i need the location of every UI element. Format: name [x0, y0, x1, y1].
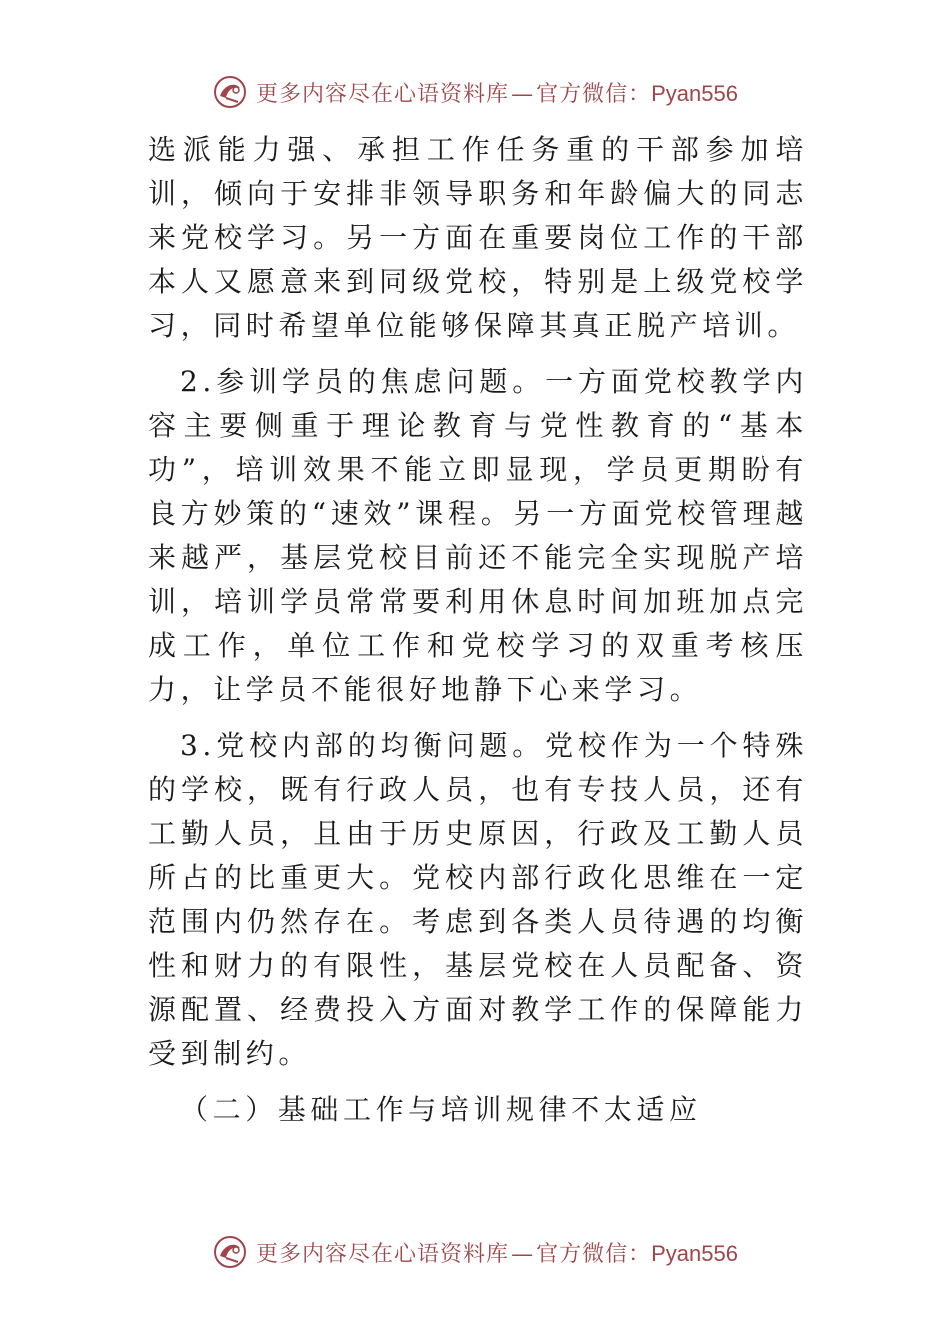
header-banner-text: 更多内容尽在心语资料库—官方微信：Pyan556: [256, 80, 738, 107]
header-banner: [0, 72, 950, 112]
logo-icon: [212, 1234, 248, 1270]
footer-banner-text: 更多内容尽在心语资料库—官方微信：Pyan556: [256, 1240, 738, 1267]
section-heading: （二）基础工作与培训规律不太适应: [180, 1093, 702, 1126]
logo-icon: [212, 74, 248, 110]
paragraph-1: 选派能力强、承担工作任务重的干部参加培训，倾向于安排非领导职务和年龄偏大的同志来党校学习。另一方面在重要岗位工作的干部本人又愿意来到同级党校，特别是上级党校学习，同时希望单位能够保障其真正脱产培训。: [148, 133, 808, 342]
paragraph-2: 2.参训学员的焦虑问题。一方面党校教学内容主要侧重于理论教育与党性教育的“基本功”，培训效果不能立即显现，学员更期盼有良方妙策的“速效”课程。另一方面党校管理越来越严，基层党校目前还不能完全实现脱产培训，培训学员常常要利用休息时间加班加点完成工作，单位工作和党校学习的双重考核压力，让学员不能很好地静下心来学习。: [148, 365, 808, 706]
paragraph-3: 3.党校内部的均衡问题。党校作为一个特殊的学校，既有行政人员，也有专技人员，还有工勤人员，且由于历史原因，行政及工勤人员所占的比重更大。党校内部行政化思维在一定范围内仍然存在。考虑到各类人员待遇的均衡性和财力的有限性，基层党校在人员配备、资源配置、经费投入方面对教学工作的保障能力受到制约。: [148, 729, 808, 1070]
document-body: [148, 128, 808, 1132]
footer-banner: [0, 1232, 950, 1272]
